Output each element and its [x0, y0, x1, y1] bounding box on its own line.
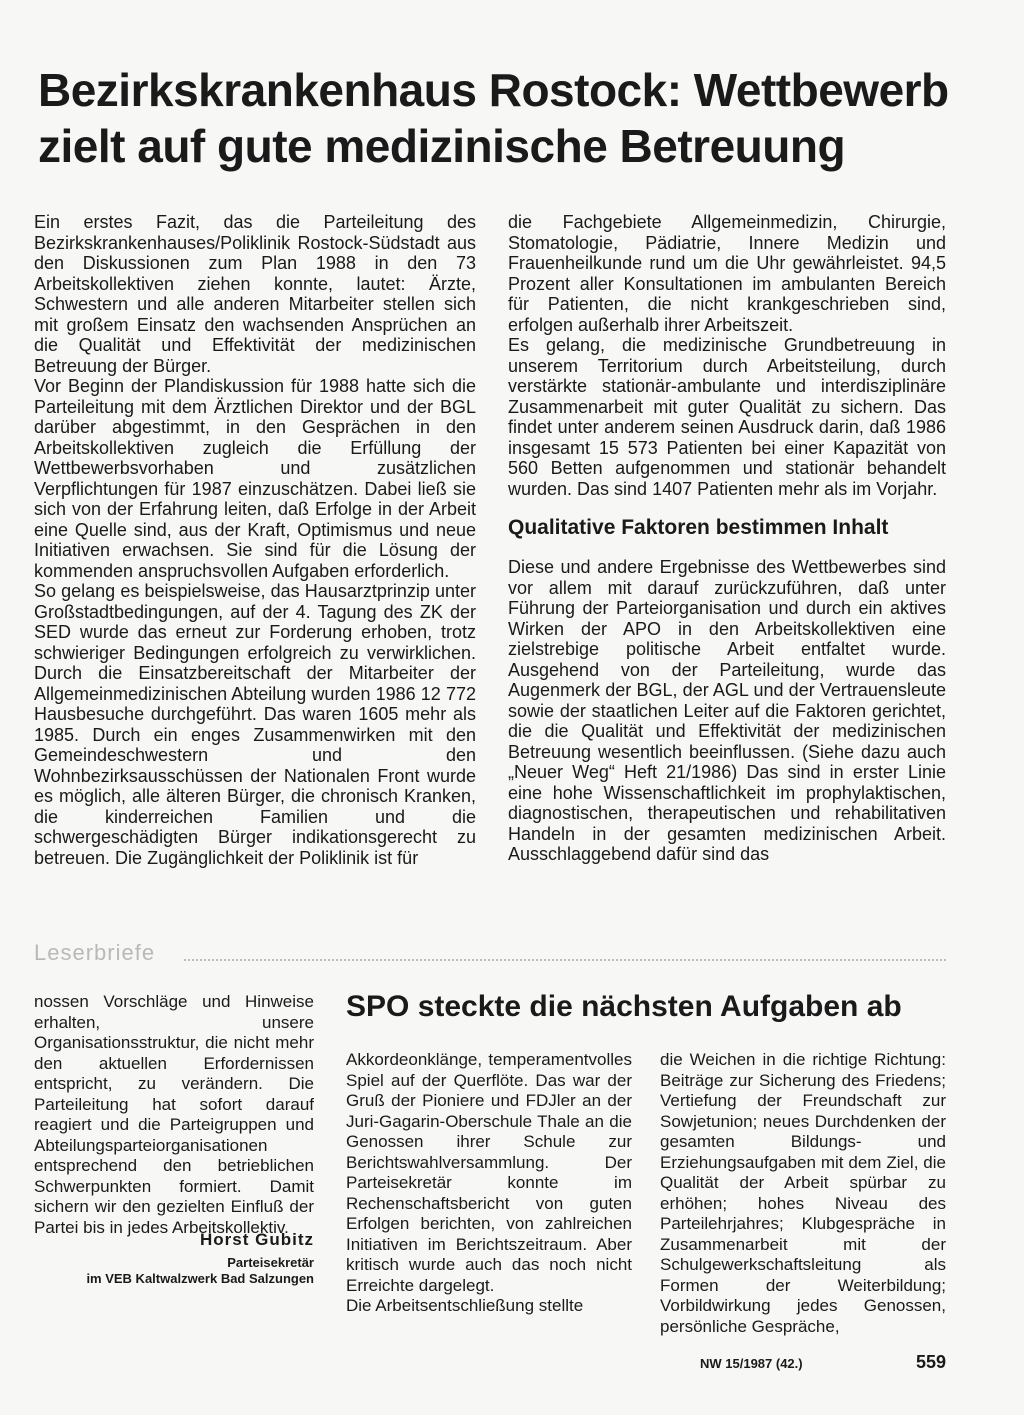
letter-author-role: Parteisekretär — [227, 1255, 314, 1270]
rubric-bar — [34, 940, 946, 970]
issue-number: NW 15/1987 (42.) — [700, 1356, 803, 1371]
letter-text: nossen Vorschläge und Hinweise erhalten, unsere Organisationsstruktur, die nicht mehr den aktuellen Erfordernissen entspricht, zu verändern. Die Parteileitung hat sofort darauf reagiert und die Parteigruppen und Abteilungsparteiorganisationen entsprechend den betrieblichen Schwerpunkten formiert. Damit sichern wir den gezielten Einfluß der Partei bis in jedes Arbeitskollektiv. — [34, 992, 314, 1237]
paragraph: Vor Beginn der Plandiskussion für 1988 hatte sich die Parteileitung mit dem Ärztlichen Direktor und der BGL darüber abgestimmt, in den Gesprächen in den Arbeitskollektiven zugleich die Erfüllung der Wettbewerbsvorhaben und zusätzlichen Verpflichtungen für 1987 einzuschätzen. Dabei ließ sie sich von der Erfahrung leiten, daß Erfolge in der Arbeit eine Quelle sind, aus der Kraft, Optimismus und neue Initiativen erwachsen. Sie sind für die Lösung der kommenden anspruchsvollen Aufgaben erforderlich. — [34, 376, 476, 581]
page-number: 559 — [915, 1352, 946, 1372]
page-footer — [700, 1352, 946, 1376]
paragraph: Akkordeonklänge, temperamentvolles Spiel auf der Querflöte. Das war der Gruß der Pioniere und FDJler an der Juri-Gagarin-Oberschule Thale an die Genossen ihrer Schule zur Berichtswahlversammlung. Der Parteisekretär konnte im Rechenschaftsbericht von guten Erfolgen berichten, von zahlreichen Initiativen im Berichtszeitraum. Aber kritisch wurde auch das noch nicht Erreichte dargelegt. — [346, 1050, 632, 1295]
main-article-right-column — [508, 212, 946, 865]
main-article-left-column — [34, 212, 476, 868]
letter-signature — [34, 1230, 314, 1287]
letter-author: Horst Gubitz — [200, 1230, 314, 1249]
paragraph: So gelang es beispielsweise, das Hausarztprinzip unter Großstadtbedingungen, auf der 4. Tagung des ZK der SED wurde das erneut zur Forderung erhoben, trotz schwieriger Bedingungen erfolgreich zu verwirklichen. Durch die Einsatzbereitschaft der Mitarbeiter der Allgemeinmedizinischen Abteilung wurden 1986 12 772 Hausbesuche durchgeführt. Das waren 1605 mehr als 1985. Durch ein enges Zusammenwirken mit den Gemeindeschwestern und den Wohnbezirksausschüssen der Nationalen Front wurde es möglich, alle älteren Bürger, die chronisch Kranken, die kinderreichen Familien und die schwergeschädigten Bürger indikationsgerecht zu betreuen. Die Zugänglichkeit der Poliklinik ist für — [34, 581, 476, 868]
letter-author-workplace: im VEB Kaltwalzwerk Bad Salzungen — [86, 1271, 314, 1286]
paragraph: Es gelang, die medizinische Grundbetreuung in unserem Territorium durch Arbeitsteilung, durch verstärkte stationär-ambulante und interdisziplinäre Zusammenarbeit mit guter Qualität zu sichern. Das findet unter anderem seinen Ausdruck darin, daß 1986 insgesamt 15 573 Patienten bei einer Kapazität von 560 Betten aufgenommen und stationär behandelt wurden. Das sind 1407 Patienten mehr als im Vorjahr. — [508, 335, 946, 499]
second-article-left-column — [346, 1050, 632, 1317]
reader-letter — [34, 992, 314, 1238]
rubric-divider — [184, 959, 946, 961]
paragraph: Ein erstes Fazit, das die Parteileitung des Bezirkskrankenhauses/Poliklinik Rostock-Südstadt aus den Diskussionen zum Plan 1988 in den 73 Arbeitskollektiven ziehen konnte, lautet: Ärzte, Schwestern und alle anderen Mitarbeiter stellen sich mit großem Einsatz den wachsenden Ansprüchen an die Qualität und Effektivität der medizinischen Betreuung der Bürger. — [34, 212, 476, 376]
second-article-headline: SPO steckte die nächsten Aufgaben ab — [346, 990, 902, 1023]
paragraph: die Weichen in die richtige Richtung: Beiträge zur Sicherung des Friedens; Vertiefung der Freundschaft zur Sowjetunion; neues Durchdenken der gesamten Bildungs- und Erziehungsaufgaben mit dem Ziel, die Qualität der Arbeit spürbar zu erhöhen; hohes Niveau des Parteilehrjahres; Klubgespräche in Zusammenarbeit mit der Schulgewerkschaftsleitung als Formen der Weiterbildung; Vorbildwirkung jedes Genossen, persönliche Gespräche, — [660, 1050, 946, 1336]
rubric-label: Leserbriefe — [34, 940, 156, 965]
paragraph: Diese und andere Ergebnisse des Wettbewerbes sind vor allem mit darauf zurückzuführen, daß unter Führung der Parteiorganisation und durch ein aktives Wirken der APO in den Arbeitskollektiven eine zielstrebige politische Arbeit entfaltet wurde. Ausgehend von der Parteileitung, wurde das Augenmerk der BGL, der AGL und der Vertrauensleute sowie der staatlichen Leiter auf die Faktoren gerichtet, die die Qualität und Effektivität der medizinischen Betreuung wesentlich beeinflussen. (Siehe dazu auch „Neuer Weg“ Heft 21/1986) Das sind in erster Linie eine hohe Wissenschaftlichkeit im prophylaktischen, diagnostischen, therapeutischen und rehabilitativen Handeln in der gesamten medizinischen Arbeit. Ausschlaggebend dafür sind das — [508, 557, 946, 864]
article-headline: Bezirkskrankenhaus Rostock: Wettbewerb zielt auf gute medizinische Betreuung — [38, 64, 949, 172]
second-article-right-column — [660, 1050, 946, 1337]
paragraph: Die Arbeitsentschließung stellte — [346, 1296, 584, 1315]
section-subheading: Qualitative Faktoren bestimmen Inhalt — [508, 516, 889, 539]
paragraph: die Fachgebiete Allgemeinmedizin, Chirurgie, Stomatologie, Pädiatrie, Innere Medizin und Frauenheilkunde rund um die Uhr gewährleistet. 94,5 Prozent aller Konsultationen im ambulanten Bereich für Patienten, die nicht krankgeschrieben sind, erfolgen außerhalb ihrer Arbeitszeit. — [508, 212, 946, 335]
